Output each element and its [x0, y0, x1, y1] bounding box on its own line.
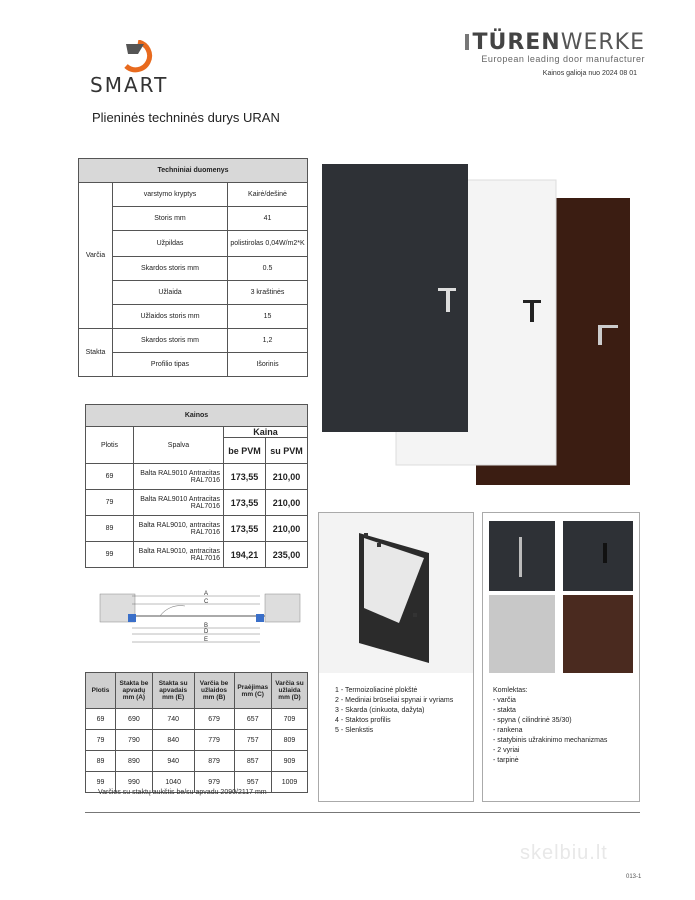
- cross-section-panel: [318, 512, 474, 802]
- dims-cell: 79: [86, 730, 116, 751]
- table-row: [86, 542, 308, 568]
- col-be-pvm: be PVM: [224, 438, 266, 464]
- dims-cell: 879: [194, 751, 234, 772]
- dims-header: Plotis: [86, 673, 116, 709]
- dims-cell: 99: [86, 772, 116, 793]
- price-be-pvm: 173,55: [224, 516, 266, 542]
- smart-logo-icon: [118, 40, 158, 74]
- dims-cell: 979: [194, 772, 234, 793]
- table-row: [86, 709, 308, 730]
- spec-value: Išorinis: [228, 353, 308, 377]
- layer-item: 5 - Slenkstis: [335, 727, 374, 734]
- detail-photos: [483, 513, 639, 673]
- price-validity-date: Kainos galioja nuo 2024 08 01: [542, 70, 637, 77]
- dims-cell: 89: [86, 751, 116, 772]
- kit-title: Komlektas:: [493, 687, 528, 694]
- dimension-diagram: [90, 582, 310, 652]
- price-be-pvm: 173,55: [224, 464, 266, 490]
- door-handle-icon: [523, 300, 541, 303]
- group-varcia: Varčia: [79, 183, 113, 329]
- price-su-pvm: 210,00: [266, 516, 308, 542]
- dims-header: Varčia su užlaida mm (D): [271, 673, 307, 709]
- dims-cell: 1040: [152, 772, 194, 793]
- table-row: [86, 730, 308, 751]
- dims-cell: 940: [152, 751, 194, 772]
- dims-cell: 857: [234, 751, 271, 772]
- dimensions-table: [85, 672, 308, 793]
- price-spalva: Balta RAL9010, antracitas RAL7016: [134, 542, 224, 568]
- table-row: [86, 516, 308, 542]
- spec-label: Užlaidos storis mm: [113, 305, 228, 329]
- dims-cell: 690: [116, 709, 153, 730]
- door-handle-icon: [598, 325, 618, 328]
- price-su-pvm: 210,00: [266, 464, 308, 490]
- table-row: [86, 490, 308, 516]
- price-plotis: 69: [86, 464, 134, 490]
- turenwerke-logo: [465, 30, 645, 55]
- page-title: Plieninės techninės durys URAN: [92, 110, 280, 125]
- kit-item: - tarpinė: [493, 757, 519, 764]
- tech-table-title: Techniniai duomenys: [79, 159, 308, 183]
- smart-logo: [90, 40, 190, 95]
- dim-label: C: [204, 599, 209, 605]
- dims-cell: 69: [86, 709, 116, 730]
- kit-item: - stakta: [493, 707, 516, 714]
- dims-cell: 757: [234, 730, 271, 751]
- door-handle-icon: [438, 288, 456, 291]
- dims-cell: 840: [152, 730, 194, 751]
- price-spalva: Balta RAL9010, antracitas RAL7016: [134, 516, 224, 542]
- col-su-pvm: su PVM: [266, 438, 308, 464]
- spec-value: polistirolas 0,04W/m2*K: [228, 231, 308, 257]
- page-code: 013-1: [626, 874, 642, 880]
- col-kaina: Kaina: [224, 427, 308, 438]
- price-spalva: Balta RAL9010 Antracitas RAL7016: [134, 464, 224, 490]
- price-plotis: 89: [86, 516, 134, 542]
- price-plotis: 99: [86, 542, 134, 568]
- tech-specs-table: [78, 158, 308, 377]
- brand-werke: WERKE: [560, 30, 645, 55]
- dims-cell: 709: [271, 709, 307, 730]
- dim-label: E: [204, 637, 209, 643]
- dims-header: Stakta su apvadais mm (E): [152, 673, 194, 709]
- dim-label: D: [204, 629, 209, 635]
- cross-section-photo: [319, 513, 473, 673]
- dims-cell: 909: [271, 751, 307, 772]
- price-spalva: Balta RAL9010 Antracitas RAL7016: [134, 490, 224, 516]
- kit-item: - spyna ( cilindrinė 35/30): [493, 717, 572, 724]
- spec-label: Skardos storis mm: [113, 257, 228, 281]
- group-stakta: Stakta: [79, 329, 113, 377]
- kit-item: - statybinis užrakinimo mechanizmas: [493, 737, 608, 744]
- price-be-pvm: 173,55: [224, 490, 266, 516]
- col-spalva: Spalva: [134, 427, 224, 464]
- table-row: [86, 751, 308, 772]
- spec-value: 1,2: [228, 329, 308, 353]
- prices-table: [85, 404, 308, 568]
- layer-item: 1 - Termoizoliacinė plokštė: [335, 687, 418, 694]
- spec-value: 3 kraštinės: [228, 281, 308, 305]
- dims-cell: 957: [234, 772, 271, 793]
- spec-value: 41: [228, 207, 308, 231]
- kit-item: - varčia: [493, 697, 516, 704]
- spec-label: Užlaida: [113, 281, 228, 305]
- kit-item: - rankena: [493, 727, 523, 734]
- dims-note: Varčios su staktų aukštis be/su apvadu 2090/2117 mm: [98, 789, 267, 796]
- dims-cell: 790: [116, 730, 153, 751]
- dims-cell: 809: [271, 730, 307, 751]
- footer-divider: [85, 812, 640, 813]
- spec-label: Skardos storis mm: [113, 329, 228, 353]
- col-plotis: Plotis: [86, 427, 134, 464]
- dims-header: Stakta be apvadų mm (A): [116, 673, 153, 709]
- layers-list: [335, 686, 453, 736]
- kit-list: [493, 686, 607, 766]
- dims-cell: 890: [116, 751, 153, 772]
- smart-wordmark: SMART: [90, 73, 169, 97]
- price-be-pvm: 194,21: [224, 542, 266, 568]
- dims-header: Praėjimas mm (C): [234, 673, 271, 709]
- price-su-pvm: 235,00: [266, 542, 308, 568]
- brand-turen: TÜREN: [472, 30, 561, 55]
- table-row: [86, 464, 308, 490]
- tagline: European leading door manufacturer: [481, 54, 645, 64]
- spec-value: 0.5: [228, 257, 308, 281]
- spec-label: Profilio tipas: [113, 353, 228, 377]
- dim-label: B: [204, 623, 209, 629]
- dims-cell: 990: [116, 772, 153, 793]
- dim-label: A: [204, 591, 209, 597]
- prices-title: Kainos: [86, 405, 308, 427]
- dims-cell: 657: [234, 709, 271, 730]
- price-su-pvm: 210,00: [266, 490, 308, 516]
- dims-header: Varčia be užlaidos mm (B): [194, 673, 234, 709]
- kit-panel: [482, 512, 640, 802]
- kit-item: - 2 vyriai: [493, 747, 520, 754]
- spec-label: Užpildas: [113, 231, 228, 257]
- layer-item: 3 - Skarda (cinkuota, dažyta): [335, 707, 425, 714]
- dims-cell: 679: [194, 709, 234, 730]
- spec-value: 15: [228, 305, 308, 329]
- dims-cell: 740: [152, 709, 194, 730]
- layer-item: 2 - Mediniai brūseliai spynai ir vyriams: [335, 697, 454, 704]
- dims-cell: 1009: [271, 772, 307, 793]
- dims-cell: 779: [194, 730, 234, 751]
- spec-label: varstymo kryptys: [113, 183, 228, 207]
- watermark: skelbiu.lt: [520, 842, 608, 864]
- price-plotis: 79: [86, 490, 134, 516]
- doors-photo: [318, 160, 640, 485]
- layer-item: 4 - Staktos profilis: [335, 717, 391, 724]
- spec-value: Kairė/dešinė: [228, 183, 308, 207]
- spec-label: Storis mm: [113, 207, 228, 231]
